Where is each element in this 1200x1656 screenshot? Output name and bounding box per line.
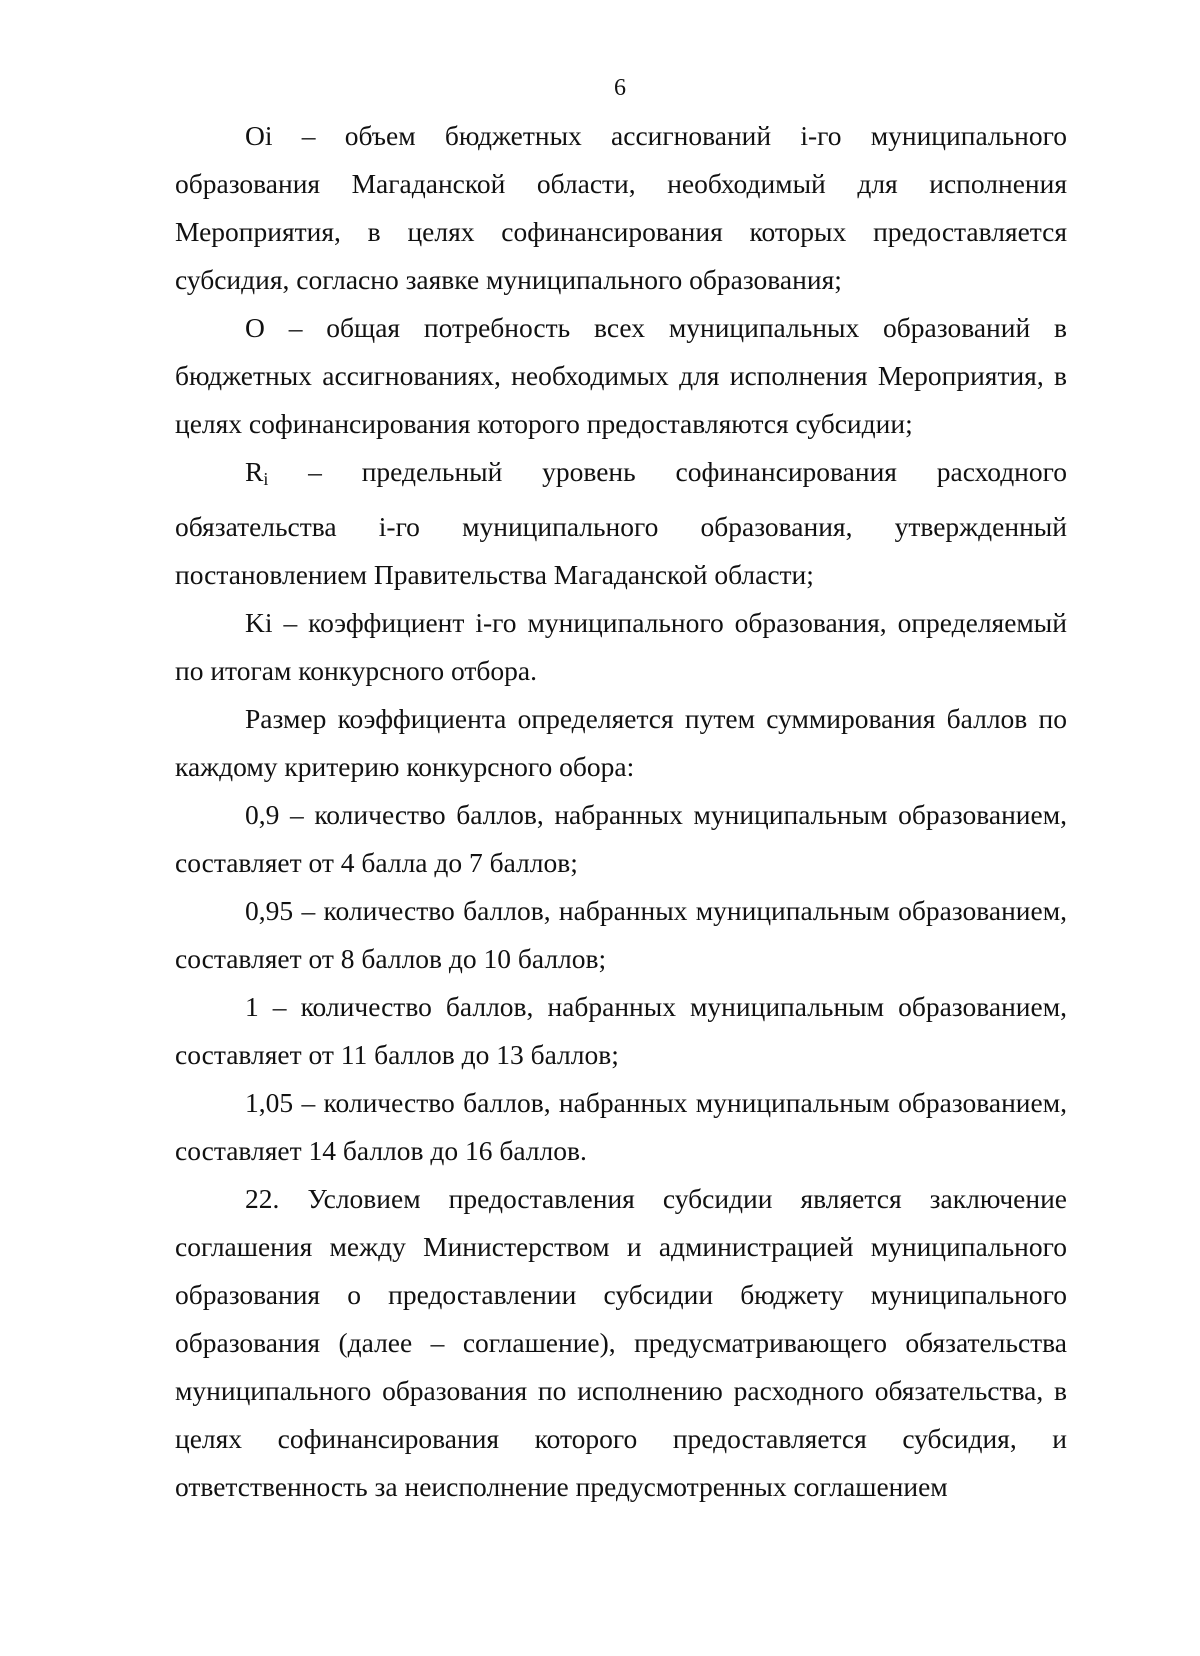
ri-dash: –: [268, 456, 362, 487]
paragraph-coefficient-size: Размер коэффициента определяется путем суммирования баллов по каждому критерию конкурсного обора:: [175, 703, 1067, 782]
ri-text: предельный уровень софинансирования расходного обязательства i-го муниципального образования, утвержденный постановлением Правительства Магаданской области;: [175, 456, 1067, 590]
paragraph-ki-definition: Ki – коэффициент i-го муниципального образования, определяемый по итогам конкурсного отбора.: [175, 607, 1067, 686]
paragraph-o-definition: O – общая потребность всех муниципальных образований в бюджетных ассигнованиях, необходимых для исполнения Мероприятия, в целях софинансирования которого предоставляются субсидии;: [175, 312, 1067, 439]
paragraph-item-22: 22. Условием предоставления субсидии является заключение соглашения между Министерством и администрацией муниципального образования о предоставлении субсидии бюджету муниципального образования (далее – соглашение), предусматривающего обязательства муниципального образования по исполнению расходного обязательства, в целях софинансирования которого предоставляется субсидия, и ответственность за неисполнение предусмотренных соглашением: [175, 1183, 1067, 1502]
paragraph-coefficient-0-95: 0,95 – количество баллов, набранных муниципальным образованием, составляет от 8 баллов до 10 баллов;: [175, 895, 1067, 974]
paragraph-ri-definition: [175, 448, 1067, 599]
ri-symbol: R: [245, 456, 264, 487]
paragraph-coefficient-1-05: 1,05 – количество баллов, набранных муниципальным образованием, составляет 14 баллов до 16 баллов.: [175, 1087, 1067, 1166]
page-number: 6: [614, 75, 626, 101]
ri-subscript: i: [263, 469, 269, 489]
document-body: [175, 112, 1067, 1511]
paragraph-coefficient-0-9: 0,9 – количество баллов, набранных муниципальным образованием, составляет от 4 балла до 7 баллов;: [175, 799, 1067, 878]
paragraph-coefficient-1: 1 – количество баллов, набранных муниципальным образованием, составляет от 11 баллов до 13 баллов;: [175, 991, 1067, 1070]
paragraph-oi-definition: Oi – объем бюджетных ассигнований i-го муниципального образования Магаданской области, необходимый для исполнения Мероприятия, в целях софинансирования которых предоставляется субсидия, согласно заявке муниципального образования;: [175, 120, 1067, 295]
